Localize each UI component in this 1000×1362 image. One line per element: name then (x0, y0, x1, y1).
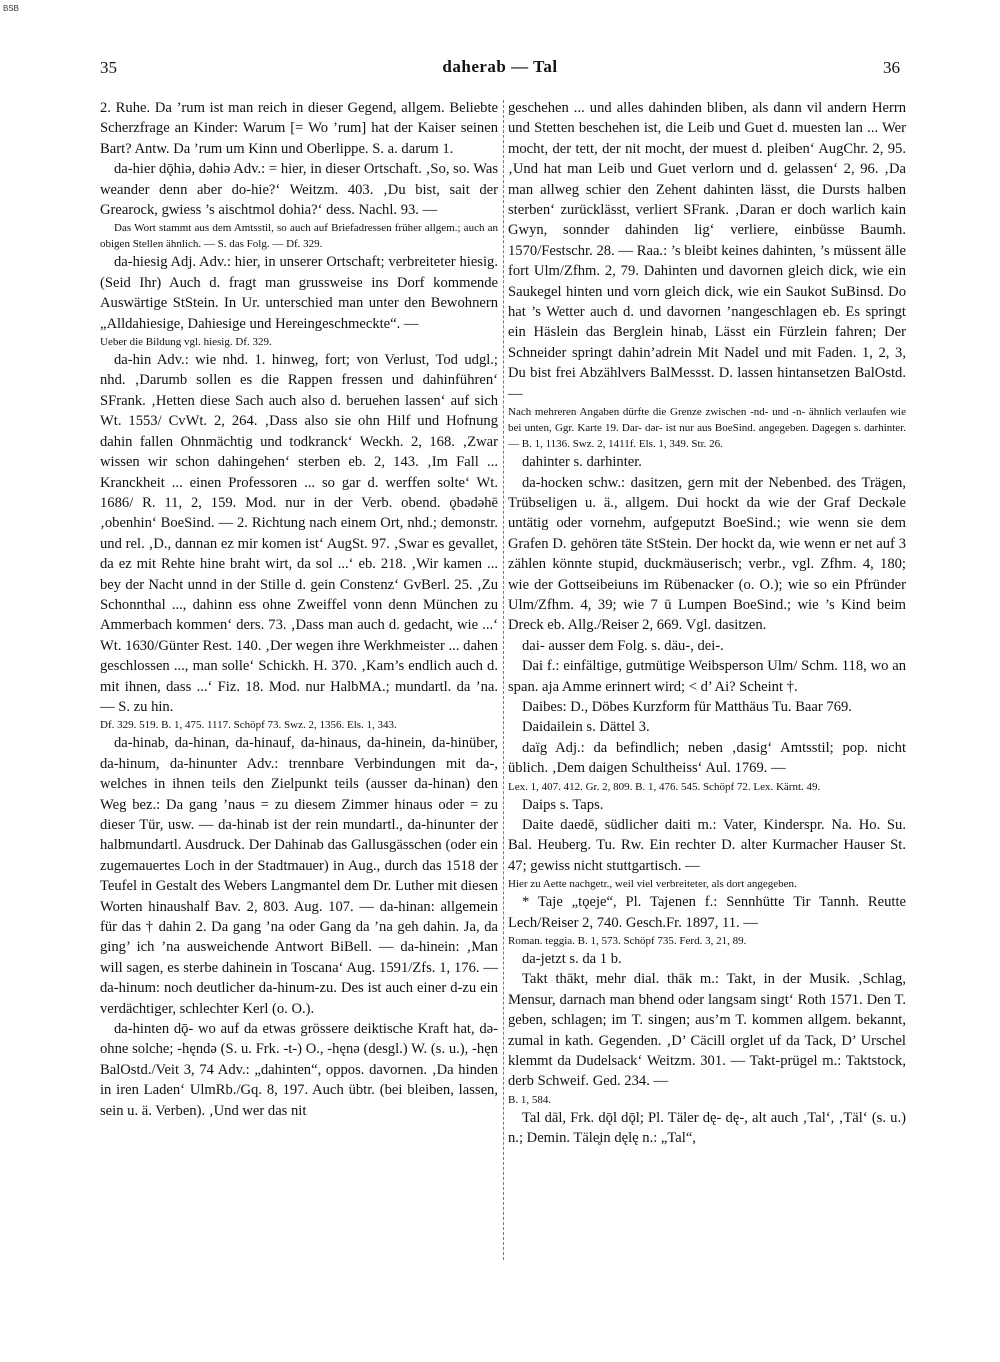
note-paragraph: Df. 329. 519. B. 1, 475. 1117. Schöpf 73. Swz. 2, 1356. Els. 1, 343. (100, 719, 397, 732)
note-paragraph: Lex. 1, 407. 412. Gr. 2, 809. B. 1, 476. 545. Schöpf 72. Lex. Kärnt. 49. (508, 780, 821, 793)
entry-paragraph: Daibes: D., Döbes Kurzform für Matthäus Tu. Baar 769. (522, 698, 852, 715)
note-paragraph: Nach mehreren Angaben dürfte die Grenze zwischen -nd- und -n- ähnlich verlaufen wie bei unten, Ggr. Karte 19. Dar- dər- ist nur aus BoeSind. angegeben. Dagegen s. darhinter. — B. 1, 1136. Swz. 2, 1411f. Els. 1, 349. Str. 26. (508, 406, 906, 451)
entry-paragraph: Daite daedē, südlicher daiti m.: Vater, Kinderspr. Na. Ho. Su. Bal. Heuberg. Tu. Rw. Ein rechter D. alter Kurmacher Hauser St. 47; gewiss nicht stuttgartisch. — (508, 817, 906, 874)
entry-paragraph: Daidailein s. Dättel 3. (522, 719, 650, 736)
entry-paragraph: geschehen ... und alles dahinden bliben, als dann vil andern Herrn und Stetten beschehen ist, die Leib und Guet d. muesten lan ... Wer mocht, der tett, der nit mocht, der muest d. pleiben‘ AugChr. 2, 95. ‚Und hat man Leib und Guet verlorn und d. gelassen‘ 2, 96. ‚Da man allweg schier den Zehent dahinten lässt, die Dursts halben sterben‘ zurücklässt, verliert SFrank. ‚Daran er doch warlich kain Gwyn, sonnder dahinden lig‘ verliere, einbüsse Baumh. 1570/Festschr. 28. — Raa.: ’s bleibt keines dahinten, ’s müssent älle fort Ulm/Zfhm. 2, 79. Dahinten und davornen gleich dick, wie ein Saukegel hinten und vorn gleich dick, wie ein Saukot SuBinsd. Do hat ’s Wetter auch d. und davornen ’nangeschlagen eb. Es springt ein Häslein das Berglein hinab, Lässt ein Fürzlein fahren; Der Schneider springt dahin’adrein Mit Nadel und mit Faden. 1, 2, 3, Du bist frei Abzählvers BalMessst. D. lassen hintansetzen BalOstd. — (508, 100, 906, 402)
note-paragraph: B. 1, 584. (508, 1093, 552, 1106)
entry-paragraph: Tal dāl, Frk. dǭl dǭl; Pl. Täler dę- dę-, alt auch ‚Tal‘, ‚Täl‘ (s. u.) n.; Demin. Täle̥in dęlę n.: „Tal“, (508, 1109, 906, 1147)
left-column (100, 98, 498, 1121)
entry-paragraph: * Taje „tǫeje“, Pl. Tajenen f.: Sennhütte Tir Tannh. Reutte Lech/Reiser 2, 740. Gesch.Fr. 1897, 11. — (508, 894, 906, 931)
note-paragraph: Roman. teggia. B. 1, 573. Schöpf 735. Ferd. 3, 21, 89. (508, 935, 747, 948)
entry-paragraph: dahinter s. darhinter. (522, 454, 642, 471)
note-paragraph: Hier zu Aette nachgetr., weil viel verbreiteter, als dort angegeben. (508, 878, 797, 891)
entry-paragraph: dai- ausser dem Folg. s. däu-, dei-. (522, 637, 724, 654)
entry-paragraph: Daips s. Taps. (522, 796, 604, 813)
note-paragraph: Das Wort stammt aus dem Amtsstil, so auch auf Briefadressen früher allgem.; auch an obigen Stellen ähnlich. — S. das Folg. — Df. 329. (100, 222, 498, 251)
right-column (508, 98, 906, 1149)
entry-paragraph: da-hinab, da-hinan, da-hinauf, da-hinaus, da-hinein, da-hinüber, da-hinum, da-hinunter Adv.: trennbare Verbindungen mit da-, welches in ihnen teils den Zielpunkt teils (ausser da-hinan) den Weg bez.: Da gang ’naus = zu diesem Zimmer hinaus oder = zu dieser Tür, usw. — da-hinab ist der rein mundartl., da-hinunter der halbmundartl. Ausdruck. Der Dahinab das Gallusgässchen (oder ein zugemauertes Loch in der Stadtmauer) in Aug., durch das 1518 der Teufel in Gestalt des Webers Langmantel dem Dr. Luther mit diesen Worten hinaushalf Bav. 2, 803. Aug. 107. — da-hinan: allgemein für das † dahin 2. Da gang ’na oder Gang da ’na geh dahin. Ja, da ging’ ich ’na ausweichende Antwort BiBell. — da-hinein: ‚Man will sagen, es sterbe dahinein in Toscana‘ Aug. 1591/Zfs. 1, 176. — da-hinum: noch deutlicher da-hinum-zu. Des ist auch einer d-zu ein verdächtiger, schlechter Kerl (o. O.). (100, 735, 498, 1017)
entry-paragraph: Dai f.: einfältige, gutmütige Weibsperson Ulm/ Schm. 118, wo an span. aja Amme erinnert wird; < d’ Ai? Scheint †. (508, 658, 906, 695)
entry-paragraph: da-hinten dǭ- wo auf da etwas grössere deiktische Kraft hat, də- ohne solche; -hęndə (S. u. Frk. -t-) O., -hęnə (desgl.) W. (s. u.), -hęn BalOstd./Veit 3, 74 Adv.: „dahinten“, oppos. davornen. ‚Da hinden in iren Laden‘ UlmRb./Gq. 8, 197. Auch übtr. (bei bleiben, lassen, sein u. ä. Verben). ‚Und wer das nit (100, 1021, 498, 1119)
entry-paragraph: da-hin Adv.: wie nhd. 1. hinweg, fort; von Verlust, Tod udgl.; nhd. ‚Darumb sollen es die Rappen fressen und dahinführen‘ SFrank. ‚Hetten diese Sach auch also d. beruehen lassen‘ auf sich Wt. 1553/ CvWt. 2, 264. ‚Dass also sie ohn Hilf und Hofnung dahin fallen Ohnmächtig und todkranck‘ Weckh. 2, 168. ‚Zwar wissen wir schon dahingehen‘ sterben eb. 2, 143. ‚Im Fall ... Kranckheit ... einen Professoren ... so gar d. werffen solte‘ Wt. 1686/ R. 11, 2, 159. Mod. nur in der Verb. obend. ǫbədəhē ‚obenhin‘ BoeSind. — 2. Richtung nach einem Ort, nhd.; demonstr. und rel. ‚D., dannan ez mir komen ist‘ AugSt. 97. ‚Swar es gevallet, da ez mit Rehte hine braht wirt, da sol ...‘ eb. 218. ‚Wir kamen ... bey der Nacht unnd in der Stille d. gein Constenz‘ GvBerl. 25. ‚Zu Schonnthal ..., dahinn ess ohne Zweiffel vonn denn München zu Ammerbach kommen‘ ders. 73. ‚Dass man auch d. gedacht, wie ...‘ Wt. 1630/Günter Rest. 140. ‚Der wegen ihre Werkhmeister ... dahen geschlossen ..., man solle‘ Schickh. H. 370. ‚Kam’s endlich auch d. mit ihnen, dass ...‘ Fiz. 18. Mod. nur HalbMA.; mundartl. da ’na. — S. zu hin. (100, 352, 498, 715)
entry-paragraph: Takt thākt, mehr dial. thāk m.: Takt, in der Musik. ‚Schlag, Mensur, darnach man bhend oder langsam singt‘ Roth 1571. Den T. geben, schlagen; im T. singen; aus’m T. kommen allgem. bekannt, zumal in kath. Gegenden. ‚D’ Cäcill orglet uf da Tack, D’ Urschel klemmt da Dudelsack‘ Weitzm. 301. — Takt-prügel m.: Taktstock, derb Schweif. Ged. 234. — (508, 971, 906, 1090)
entry-paragraph: da-hiesig Adj. Adv.: hier, in unserer Ortschaft; verbreiteter hiesig. (Seid Ihr) Auch d. fragt man grussweise ins Dorf kommende Auswärtige StStein. In Ur. unterschied man unter den Bewohnern „Alldahiesige, Dahiesige und Hereingeschmeckte“. — (100, 254, 498, 332)
entry-paragraph: 2. Ruhe. Da ’rum ist man reich in dieser Gegend, allgem. Beliebte Scherzfrage an Kinder: Warum [= Wo ’rum] hat der Kaiser seinen Bart? Antw. Da ’rum um Kinn und Oberlippe. S. a. darum 1. (100, 100, 498, 157)
entry-paragraph: da-hocken schw.: dasitzen, gern mit der Nebenbed. des Trägen, Trübseligen u. ä., allgem. Dui hockt da wie der Graf Deckəle untätig oder vornehm, aufgeputzt BoeSind.; wie wenn sie dem Grafen D. gehören täte StStein. Der hockt da, wie wenn er net auf 3 zählen könnte stupid, duckmäuserisch; verbr., vgl. Zfhm. 4, 180; wie der Gottseibeiuns im Rübenacker (o. O.); wie so ein Pfründer Ulm/Zfhm. 4, 39; wie 7 ū Lumpen BoeSind.; wie ’s Kind beim Dreck eb. Allg./Reiser 2, 669. Vgl. dasitzen. (508, 474, 906, 634)
note-paragraph: Ueber die Bildung vgl. hiesig. Df. 329. (100, 336, 272, 349)
entry-paragraph: da-jetzt s. da 1 b. (522, 951, 622, 968)
page-number-right: 36 (883, 58, 900, 77)
running-head: daherab — Tal (442, 57, 558, 76)
page-number-left: 35 (100, 58, 117, 77)
column-divider (503, 100, 504, 1260)
entry-paragraph: da-hier dǭhiə, dəhiə Adv.: = hier, in dieser Ortschaft. ‚So, so. Was weander denn aber do-hie?‘ Weitzm. 403. ‚Du bist, sait der Grearock, gwiess ’s aischtmol dohia?‘ dess. Nachl. 93. — (100, 161, 498, 219)
entry-paragraph: daïg Adj.: da befindlich; neben ‚dasig‘ Amtsstil; pop. nicht üblich. ‚Dem daigen Schultheiss‘ Aul. 1769. — (508, 739, 906, 777)
library-stamp: BSB (3, 4, 20, 13)
